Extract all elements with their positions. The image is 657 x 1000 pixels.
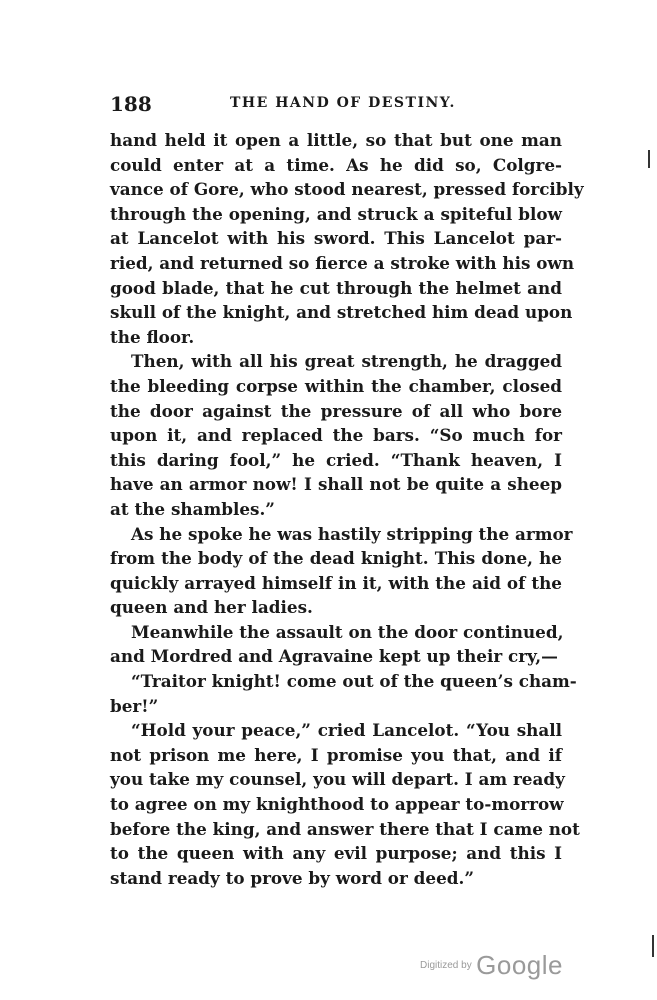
page-header xyxy=(110,92,560,116)
text-line: Meanwhile the assault on the door continued, xyxy=(131,621,564,642)
text-line: could enter at a time. As he did so, Colgre- xyxy=(110,154,562,175)
text-line: at Lancelot with his sword. This Lancelot par- xyxy=(110,228,562,249)
paragraph xyxy=(110,620,562,669)
text-line: the floor. xyxy=(110,326,195,347)
text-line: the bleeding corpse within the chamber, closed xyxy=(110,375,562,396)
text-line: to agree on my knighthood to appear to-morrow xyxy=(110,794,564,815)
text-line: before the king, and answer there that I came not xyxy=(110,818,580,839)
page-number: 188 xyxy=(110,92,152,116)
paragraph xyxy=(110,349,562,521)
text-line: hand held it open a little, so that but one man xyxy=(110,130,562,150)
text-line: the door against the pressure of all who bore xyxy=(110,400,562,421)
text-line: “Hold your peace,” cried Lancelot. “You shall xyxy=(131,720,562,741)
scan-edge-mark xyxy=(652,935,654,957)
running-title: THE HAND OF DESTINY. xyxy=(230,95,456,111)
text-line: at the shambles.” xyxy=(110,498,275,519)
text-line: through the opening, and struck a spiteful blow xyxy=(110,203,562,224)
text-line: and Mordred and Agravaine kept up their cry,— xyxy=(110,646,558,667)
paragraph xyxy=(110,718,580,890)
watermark-brand: Google xyxy=(476,950,563,980)
text-line: Then, with all his great strength, he dragged xyxy=(131,351,562,372)
text-line: you take my counsel, you will depart. I am ready xyxy=(110,769,565,790)
text-line: vance of Gore, who stood nearest, pressed forcibly xyxy=(110,179,584,200)
text-line: As he spoke he was hastily stripping the armor xyxy=(131,523,573,544)
text-line: upon it, and replaced the bars. “So much for xyxy=(110,425,562,446)
paragraph xyxy=(110,522,573,620)
scan-edge-mark xyxy=(648,150,650,168)
text-line: have an armor now! I shall not be quite a sheep xyxy=(110,474,562,495)
text-line: skull of the knight, and stretched him dead upon xyxy=(110,302,573,323)
text-line: quickly arrayed himself in it, with the aid of the xyxy=(110,572,562,593)
text-line: this daring fool,” he cried. “Thank heaven, I xyxy=(110,449,562,470)
text-line: ried, and returned so fierce a stroke with his own xyxy=(110,252,575,273)
watermark-prefix: Digitized by xyxy=(420,960,472,971)
paragraph xyxy=(110,669,577,718)
text-line: to the queen with any evil purpose; and this I xyxy=(110,843,562,864)
body-text xyxy=(110,128,584,890)
paragraph xyxy=(110,128,584,349)
text-line: ber!” xyxy=(110,695,159,716)
text-line: not prison me here, I promise you that, and if xyxy=(110,744,562,765)
text-line: from the body of the dead knight. This done, he xyxy=(110,548,562,569)
text-line: “Traitor knight! come out of the queen’s cham- xyxy=(131,671,577,692)
text-line: queen and her ladies. xyxy=(110,597,313,618)
digitized-watermark xyxy=(420,950,563,981)
text-line: good blade, that he cut through the helmet and xyxy=(110,277,562,298)
text-line: stand ready to prove by word or deed.” xyxy=(110,867,474,888)
